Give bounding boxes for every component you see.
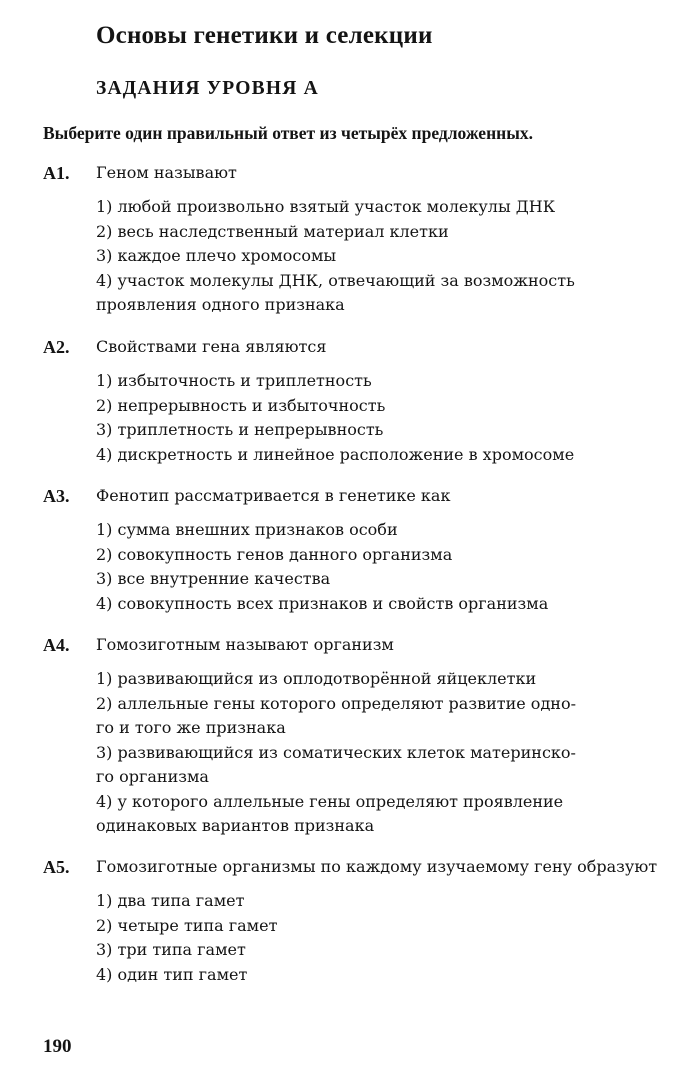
- question-text: Свойствами гена являются: [96, 337, 327, 356]
- question-number: А2.: [43, 337, 70, 357]
- answer-option-continuation: одинаковых вариантов признака: [96, 816, 375, 835]
- answer-options: [96, 369, 663, 467]
- answer-option-continuation: го и того же признака: [96, 718, 286, 737]
- answer-option: 4) один тип гамет: [96, 964, 248, 984]
- answer-option: 1) сумма внешних признаков особи: [96, 520, 398, 539]
- question-a4: [43, 633, 663, 839]
- answer-option: 4) совокупность всех признаков и свойств организма: [96, 593, 549, 613]
- answer-option: 3) три типа гамет: [96, 940, 246, 959]
- answer-option: 3) все внутренние качества: [96, 569, 331, 588]
- question-number: А3.: [43, 486, 70, 506]
- question-a3: [43, 484, 663, 616]
- question-a2: [43, 335, 663, 467]
- question-number: А4.: [43, 635, 70, 655]
- answer-option: 4) дискретность и линейное расположение в хромосоме: [96, 444, 575, 464]
- answer-option: 1) любой произвольно взятый участок молекулы ДНК: [96, 197, 556, 216]
- page-number: 190: [43, 1036, 72, 1057]
- answer-options: [96, 518, 663, 616]
- chapter-title: Основы генетики и селекции: [96, 22, 433, 49]
- question-text: Гомозиготные организмы по каждому изучаемому гену образуют: [96, 857, 658, 876]
- answer-option: 1) развивающийся из оплодотворённой яйцеклетки: [96, 669, 537, 688]
- answer-option-continuation: го организма: [96, 767, 209, 786]
- answer-options: [96, 667, 663, 839]
- answer-option: 1) два типа гамет: [96, 891, 245, 910]
- answer-options: [96, 195, 663, 318]
- answer-option: 2) непрерывность и избыточность: [96, 395, 386, 415]
- question-a5: [43, 855, 663, 987]
- section-title: ЗАДАНИЯ УРОВНЯ А: [96, 78, 319, 99]
- question-text: Геном называют: [96, 163, 237, 182]
- answer-option: 2) весь наследственный материал клетки: [96, 221, 449, 241]
- answer-option: 4) у которого аллельные гены определяют проявление: [96, 791, 564, 811]
- question-text: Гомозиготным называют организм: [96, 635, 394, 654]
- question-number: А5.: [43, 857, 70, 877]
- answer-option: 4) участок молекулы ДНК, отвечающий за возможность: [96, 270, 575, 290]
- answer-option: 1) избыточность и триплетность: [96, 371, 372, 390]
- answer-option: 3) каждое плечо хромосомы: [96, 246, 337, 265]
- task-instruction: Выберите один правильный ответ из четырёх предложенных.: [43, 123, 534, 143]
- answer-option: 2) совокупность генов данного организма: [96, 544, 453, 564]
- answer-option: 3) развивающийся из соматических клеток материнско-: [96, 742, 576, 762]
- answer-options: [96, 889, 663, 987]
- answer-option: 2) четыре типа гамет: [96, 915, 278, 935]
- question-number: А1.: [43, 163, 70, 183]
- question-a1: [43, 161, 663, 318]
- answer-option-continuation: проявления одного признака: [96, 295, 345, 314]
- answer-option: 3) триплетность и непрерывность: [96, 420, 384, 439]
- answer-option: 2) аллельные гены которого определяют развитие одно-: [96, 693, 576, 713]
- question-text: Фенотип рассматривается в генетике как: [96, 486, 451, 505]
